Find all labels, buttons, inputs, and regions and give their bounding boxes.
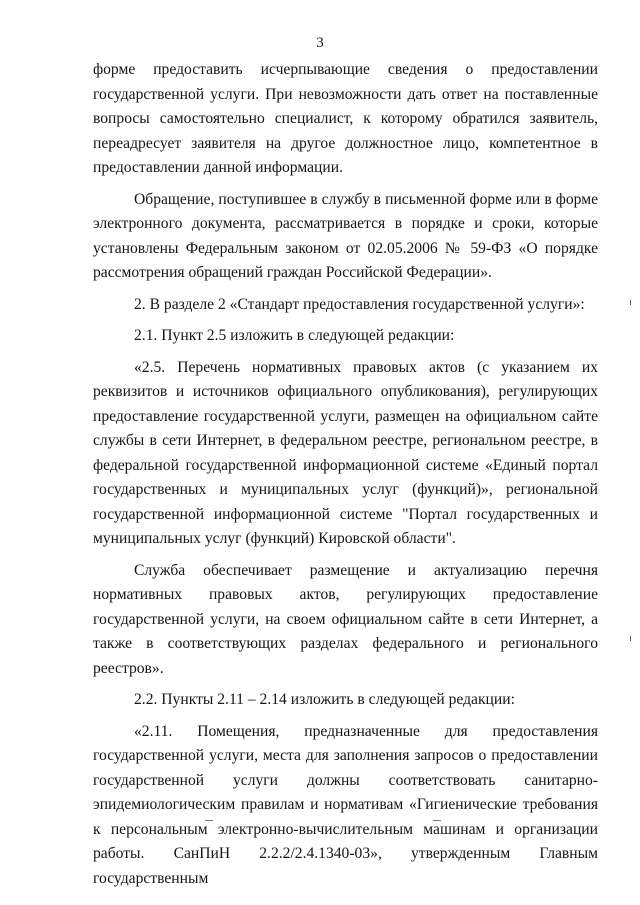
paragraph-appeal-processing: Обращение, поступившее в службу в письменной форме или в форме электронного документа, рассматривается в порядке и сроки, которые установлены Федеральным законом от 02.05.2006 № 59-ФЗ «О порядке рассмотрения обращений граждан Российской Федерации».	[93, 190, 598, 281]
scan-artifact-mark	[433, 820, 441, 821]
scan-artifact-mark	[630, 636, 631, 641]
scan-artifact-mark	[205, 820, 213, 821]
paragraph-section-2-intro: 2. В разделе 2 «Стандарт предоставления государственной услуги»:	[134, 295, 585, 313]
paragraph-point-2-11: «2.11. Помещения, предназначенные для предоставления государственной услуги, места для заполнения запросов о предоставлении государственной услуги должны соответствовать санитарно-эпидемиологическим правилам и нормативам «Гигиенические требования к персональным электронно-вычислительным машинам и организации работы. СанПиН 2.2.2/2.4.1340-03», утвержденным Главным государственным	[93, 722, 598, 887]
paragraph-item-2-1: 2.1. Пункт 2.5 изложить в следующей редакции:	[134, 327, 455, 344]
page-number: 3	[316, 35, 324, 51]
scan-artifact-mark	[630, 300, 631, 305]
paragraph-continuation: форме предоставить исчерпывающие сведения о предоставлении государственной услуги. При невозможности дать ответ на поставленные вопросы самостоятельно специалист, к которому обратился заявитель, переадресует заявителя на другое должностное лицо, компетентное в предоставлении данной информации.	[93, 61, 598, 176]
document-body	[93, 58, 598, 891]
paragraph-service-obligation: Служба обеспечивает размещение и актуализацию перечня нормативных правовых актов, регулирующих предоставление государственной услуги, на своем официальном сайте в сети Интернет, а также в соответствующих разделах федерального и регионального реестров».	[93, 561, 598, 677]
paragraph-point-2-5: «2.5. Перечень нормативных правовых актов (с указанием их реквизитов и источников официального опубликования), регулирующих предоставление государственной услуги, размещен на официальном сайте службы в сети Интернет, в федеральном реестре, региональном реестре, в федеральной государственной информационной системе «Единый портал государственных и муниципальных услуг (функций)», региональной государственной информационной системе "Портал государственных и муниципальных услуг (функций) Кировской области".	[93, 358, 598, 547]
paragraph-item-2-2: 2.2. Пункты 2.11 – 2.14 изложить в следующей редакции:	[134, 691, 515, 708]
